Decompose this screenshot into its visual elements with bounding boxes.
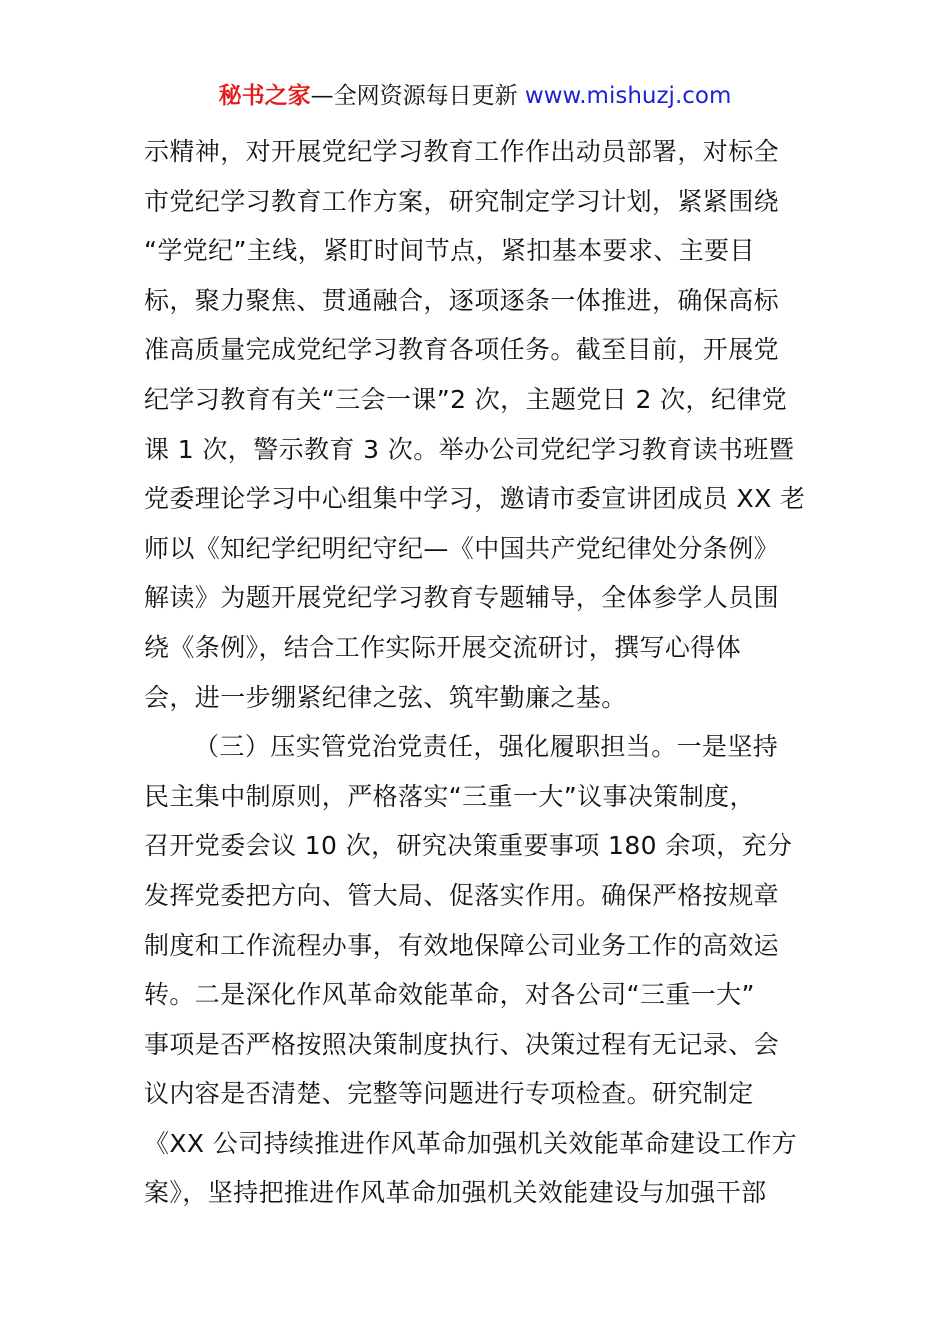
body-line: 案》，坚持把推进作风革命加强机关效能建设与加强干部	[144, 1178, 767, 1208]
body-line: 《XX 公司持续推进作风革命加强机关效能革命建设工作方	[144, 1128, 798, 1158]
brand-name: 秘书之家	[218, 83, 311, 109]
body-line: 发挥党委把方向、管大局、促落实作用。确保严格按规章	[144, 880, 780, 910]
body-line: 示精神，对开展党纪学习教育工作作出动员部署，对标全	[144, 137, 780, 166]
body-line: 绕《条例》，结合工作实际开展交流研讨，撰写心得体	[144, 632, 742, 662]
body-line: 民主集中制原则，严格落实“三重一大”议事决策制度，	[144, 781, 755, 811]
body-line: 课 1 次，警示教育 3 次。举办公司党纪学习教育读书班暨	[144, 434, 795, 464]
document-body	[144, 127, 814, 1218]
body-line: 解读》为题开展党纪学习教育专题辅导，全体参学人员围	[144, 583, 780, 613]
body-line: 党委理论学习中心组集中学习，邀请市委宣讲团成员 XX 老	[144, 484, 806, 514]
body-line: 事项是否严格按照决策制度执行、决策过程有无记录、会	[144, 1029, 780, 1059]
body-line: 标，聚力聚焦、贯通融合，逐项逐条一体推进，确保高标	[144, 285, 780, 315]
body-line: 师以《知纪学纪明纪守纪—《中国共产党纪律处分条例》	[144, 533, 780, 563]
header-tagline: —全网资源每日更新	[310, 83, 518, 109]
page-header	[0, 78, 950, 114]
body-line: 议内容是否清楚、完整等问题进行专项检查。研究制定	[144, 1079, 754, 1109]
body-line: 纪学习教育有关“三会一课”2 次，主题党日 2 次，纪律党	[144, 384, 788, 414]
body-line: “学党纪”主线，紧盯时间节点，紧扣基本要求、主要目	[144, 236, 755, 266]
site-url: www.mishuzj.com	[517, 83, 732, 109]
body-line: 制度和工作流程办事，有效地保障公司业务工作的高效运	[144, 930, 780, 960]
body-line: 转。二是深化作风革命效能革命，对各公司“三重一大”	[144, 980, 755, 1010]
body-line: 市党纪学习教育工作方案，研究制定学习计划，紧紧围绕	[144, 186, 780, 216]
body-line: 会，进一步绷紧纪律之弦、筑牢勤廉之基。	[144, 682, 627, 712]
body-line: 召开党委会议 10 次，研究决策重要事项 180 余项，充分	[144, 831, 793, 861]
body-line: 准高质量完成党纪学习教育各项任务。截至目前，开展党	[144, 335, 780, 365]
section-heading-line: （三）压实管党治党责任，强化履职担当。一是坚持	[194, 732, 779, 762]
